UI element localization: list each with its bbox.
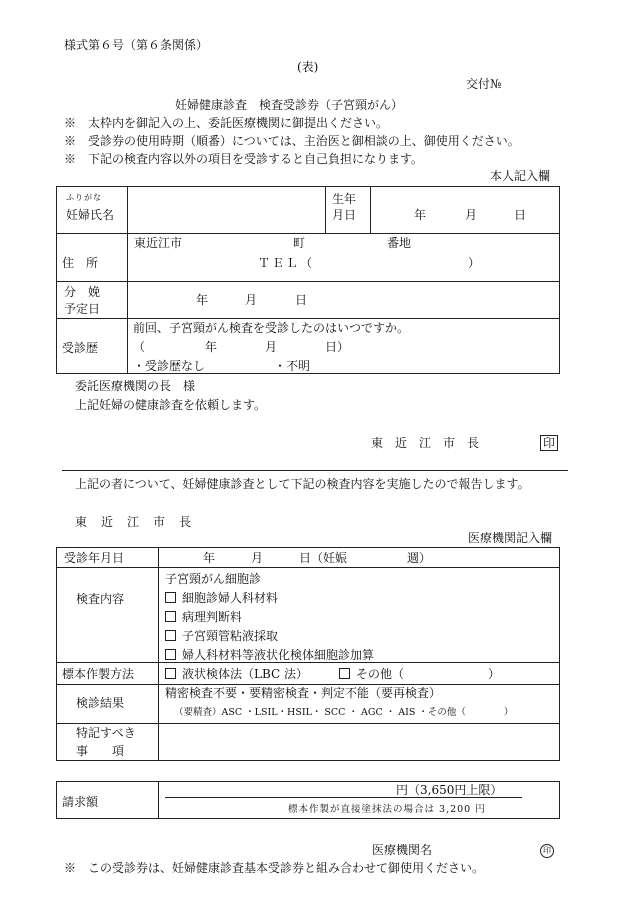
exam-content-heading: 子宮頸がん細胞診: [165, 572, 262, 586]
form-title: 妊婦健康診査 検査受診券（子宮頸がん）: [175, 98, 404, 112]
history-unknown-option[interactable]: ・不明: [274, 359, 311, 373]
side-indicator: (表): [297, 60, 319, 74]
report-addressee: 東 近 江 市 長: [75, 515, 193, 529]
checkbox[interactable]: [165, 611, 176, 622]
name-label: 妊婦氏名: [66, 208, 115, 222]
result-line-2[interactable]: （要精査）ASC ・LSIL・HSIL・ SCC ・ AGC ・ AIS ・その他（ ）: [174, 707, 514, 718]
checkbox[interactable]: [165, 592, 176, 603]
clinic-entry-label: 医療機関記入欄: [468, 531, 553, 545]
prep-method-label: 標本作製方法: [62, 667, 135, 681]
issue-number-label: 交付№: [466, 77, 502, 91]
exam-date-field[interactable]: 年 月 日（妊娠 週）: [203, 551, 432, 565]
notes-field[interactable]: [160, 725, 558, 759]
history-date-field[interactable]: （ 年 月 日）: [133, 340, 350, 354]
request-addressee: 委託医療機関の長 様: [75, 379, 196, 393]
notice-1: ※ 太枠内を御記入の上、委託医療機関に御提出ください。: [64, 116, 389, 130]
history-none-option[interactable]: ・受診歴なし: [133, 359, 206, 373]
notice-2: ※ 受診券の使用時期（順番）については、主治医と御相談の上、御使用ください。: [64, 134, 520, 148]
exam-item-4[interactable]: 婦人科材料等液状化検体細胞診加算: [165, 648, 374, 662]
notice-3: ※ 下記の検査内容以外の項目を受診すると自己負担になります。: [64, 152, 424, 166]
form-number: 様式第６号（第６条関係）: [64, 38, 209, 52]
prep-other-option[interactable]: その他（ ）: [339, 667, 500, 681]
due-month-label: 月: [245, 293, 258, 307]
checkbox[interactable]: [165, 649, 176, 660]
birth-label-1: 生年: [332, 192, 357, 206]
name-field[interactable]: [128, 187, 324, 232]
request-body: 上記妊婦の健康診査を依頼します。: [75, 398, 267, 412]
history-label: 受診歴: [62, 341, 99, 355]
billing-label: 請求額: [62, 795, 99, 809]
billing-amount[interactable]: 円（3,650円上限）: [396, 783, 503, 797]
birth-year-label: 年: [414, 208, 427, 222]
due-year-label: 年: [196, 293, 209, 307]
seal-stamp: 印: [540, 844, 554, 858]
due-date-label-2: 予定日: [64, 302, 101, 316]
exam-item-3[interactable]: 子宮頸管粘液採取: [165, 629, 278, 643]
address-label: 住 所: [62, 256, 99, 270]
billing-note: 標本作製が直接塗抹法の場合は 3,200 円: [288, 804, 486, 815]
history-question: 前回、子宮頸がん検査を受診したのはいつですか。: [133, 321, 410, 335]
furigana-label: ふりがな: [66, 193, 102, 202]
checkbox[interactable]: [165, 668, 176, 679]
address-banchi: 番地: [387, 236, 412, 250]
notes-label-1: 特記すべき: [76, 726, 136, 740]
prep-lbc-option[interactable]: 液状検体法（LBC 法）: [165, 667, 308, 681]
checkbox[interactable]: [165, 630, 176, 641]
result-line-1[interactable]: 精密検査不要・要精密検査・判定不能（要再検査）: [165, 686, 442, 700]
seal-stamp: 印: [540, 435, 558, 451]
result-label: 検診結果: [76, 696, 125, 710]
due-day-label: 日: [295, 293, 308, 307]
exam-content-label: 検査内容: [76, 592, 125, 606]
report-body: 上記の者について、妊婦健康診査として下記の検査内容を実施したので報告します。: [75, 477, 530, 491]
self-entry-label: 本人記入欄: [490, 169, 551, 183]
clinic-name-label: 医療機関名: [372, 843, 433, 857]
birth-label-2: 月日: [332, 208, 357, 222]
due-date-label-1: 分 娩: [64, 285, 101, 299]
notes-label-2: 事 項: [76, 744, 125, 758]
exam-item-2[interactable]: 病理判断料: [165, 610, 242, 624]
birth-month-label: 月: [465, 208, 478, 222]
telephone-field[interactable]: ＴＥＬ（ ）: [258, 256, 483, 270]
birth-day-label: 日: [514, 208, 527, 222]
checkbox[interactable]: [339, 668, 350, 679]
exam-date-label: 受診年月日: [64, 551, 125, 565]
request-signer: 東 近 江 市 長: [371, 436, 480, 450]
address-town: 町: [293, 236, 306, 250]
exam-item-1[interactable]: 細胞診婦人科材料: [165, 591, 278, 605]
address-city: 東近江市: [134, 236, 183, 250]
footer-notice: ※ この受診券は、妊婦健康診査基本受診券と組み合わせて御使用ください。: [64, 861, 485, 875]
